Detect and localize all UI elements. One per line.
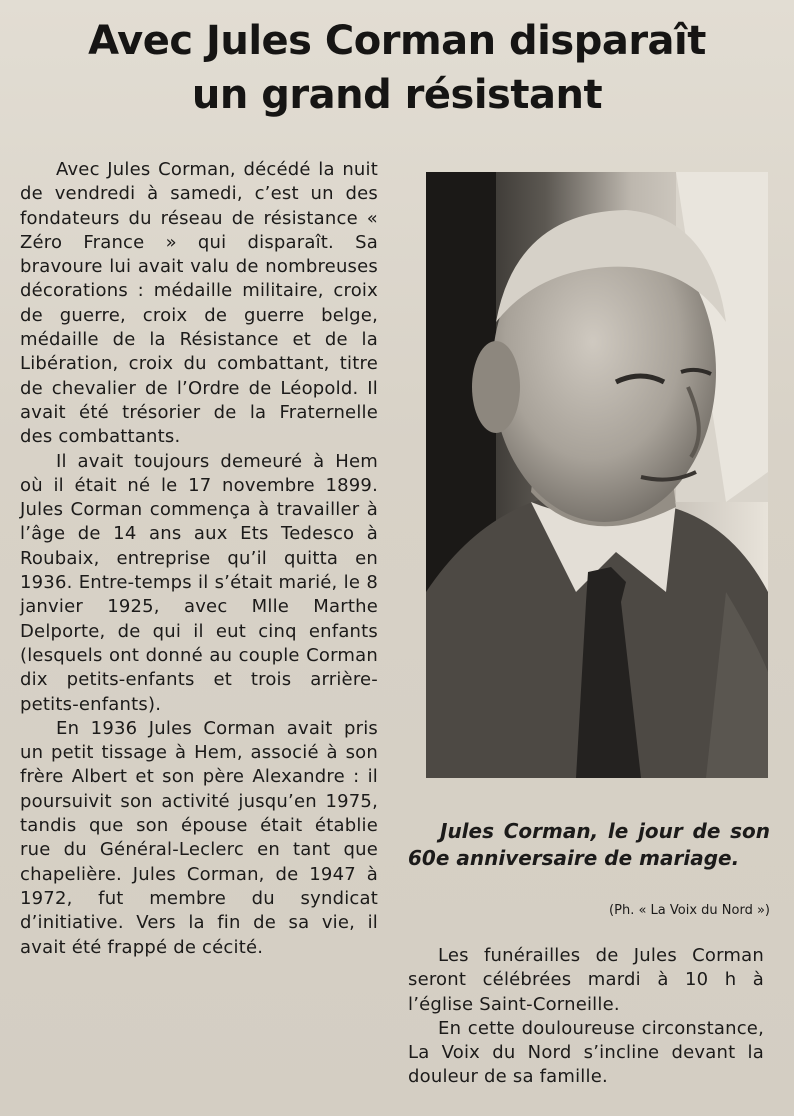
article-body-left [20, 158, 378, 960]
portrait-illustration [426, 172, 768, 778]
paragraph-4: Les funérailles de Jules Corman seront célébrées mardi à 10 h à l’église Saint-Corneille. [408, 945, 764, 1015]
paragraph-2: Il avait toujours demeuré à Hem où il était né le 17 novembre 1899. Jules Corman commença à travailler à l’âge de 14 ans aux Ets Tedesco à Roubaix, entreprise qu’il quitta en 1936. Entre-temps il s’était marié, le 8 janvier 1925, avec Mlle Marthe Delporte, de qui il eut cinq enfants (lesquels ont donné au couple Corman dix petits-enfants et trois arrière-petits-enfants). [20, 450, 378, 715]
headline-line-1: Avec Jules Corman disparaît [88, 18, 706, 64]
article-body-right [408, 944, 764, 1090]
headline-line-2: un grand résistant [191, 72, 603, 118]
photo-credit: (Ph. « La Voix du Nord ») [609, 903, 770, 918]
photo-caption: Jules Corman, le jour de son 60e anniversaire de mariage. [408, 819, 770, 870]
paragraph-5: En cette douloureuse circonstance, La Voix du Nord s’incline devant la douleur de sa famille. [408, 1017, 764, 1088]
headline [0, 14, 794, 122]
portrait-photo [426, 172, 768, 778]
paragraph-1: Avec Jules Corman, décédé la nuit de vendredi à samedi, c’est un des fondateurs du réseau de résistance « Zéro France » qui disparaît. Sa bravoure lui avait valu de nombreuses décorations : médaille militaire, croix de guerre, croix de guerre belge, médaille de la Résistance et de la Libération, croix du combattant, titre de chevalier de l’Ordre de Léopold. Il avait été trésorier de la Fraternelle des combattants. [20, 159, 378, 448]
paragraph-3: En 1936 Jules Corman avait pris un petit tissage à Hem, associé à son frère Albert et son père Alexandre : il poursuivit son activité jusqu’en 1975, tandis que son épouse était établie rue du Général-Leclerc en tant que chapelière. Jules Corman, de 1947 à 1972, fut membre du syndicat d’initiative. Vers la fin de sa vie, il avait été frappé de cécité. [20, 717, 378, 958]
